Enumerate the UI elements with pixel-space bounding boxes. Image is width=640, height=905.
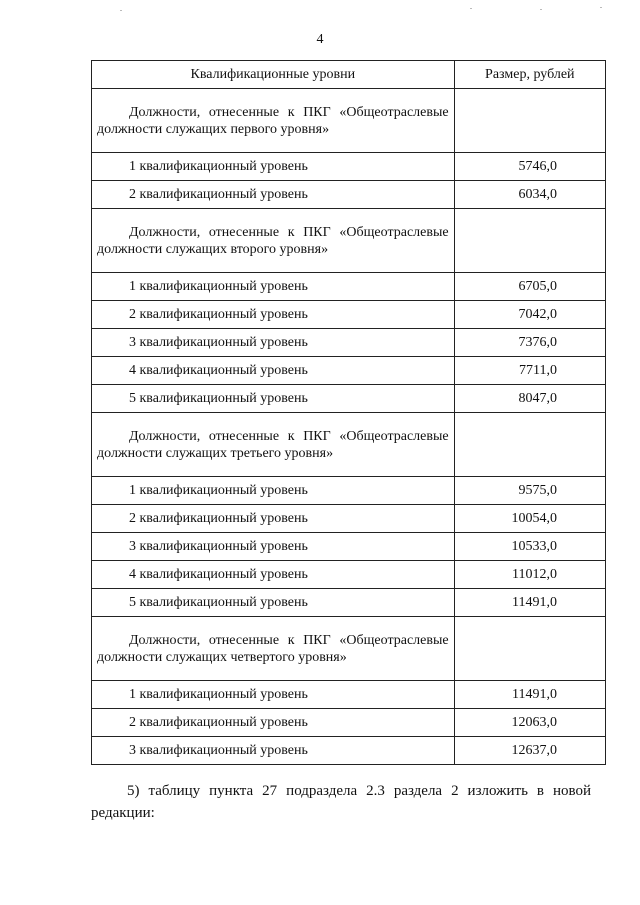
salary-amount: 12063,0 xyxy=(454,709,605,737)
salary-amount: 6705,0 xyxy=(454,273,605,301)
table-group-row xyxy=(92,617,606,681)
table-row xyxy=(92,357,606,385)
salary-amount: 5746,0 xyxy=(454,153,605,181)
salary-amount: 9575,0 xyxy=(454,477,605,505)
salary-table xyxy=(91,60,606,765)
table-row xyxy=(92,181,606,209)
group-amount-empty xyxy=(454,89,605,153)
qualification-level: 5 квалификационный уровень xyxy=(92,385,455,413)
salary-amount: 6034,0 xyxy=(454,181,605,209)
header-amount: Размер, рублей xyxy=(454,61,605,89)
group-title: Должности, отнесенные к ПКГ «Общеотраслевые должности служащих четвертого уровня» xyxy=(92,617,455,681)
group-amount-empty xyxy=(454,209,605,273)
qualification-level: 3 квалификационный уровень xyxy=(92,533,455,561)
group-title: Должности, отнесенные к ПКГ «Общеотраслевые должности служащих третьего уровня» xyxy=(92,413,455,477)
table-row xyxy=(92,681,606,709)
salary-amount: 7376,0 xyxy=(454,329,605,357)
group-title: Должности, отнесенные к ПКГ «Общеотраслевые должности служащих второго уровня» xyxy=(92,209,455,273)
salary-amount: 7711,0 xyxy=(454,357,605,385)
group-title: Должности, отнесенные к ПКГ «Общеотраслевые должности служащих первого уровня» xyxy=(92,89,455,153)
qualification-level: 1 квалификационный уровень xyxy=(92,273,455,301)
table-row xyxy=(92,385,606,413)
scan-speck xyxy=(120,10,122,11)
table-row xyxy=(92,477,606,505)
footer-paragraph: 5) таблицу пункта 27 подраздела 2.3 раздела 2 изложить в новой редакции: xyxy=(91,783,591,821)
qualification-level: 2 квалификационный уровень xyxy=(92,505,455,533)
qualification-level: 4 квалификационный уровень xyxy=(92,561,455,589)
table-row xyxy=(92,709,606,737)
qualification-level: 3 квалификационный уровень xyxy=(92,737,455,765)
group-amount-empty xyxy=(454,413,605,477)
qualification-level: 2 квалификационный уровень xyxy=(92,709,455,737)
salary-amount: 7042,0 xyxy=(454,301,605,329)
qualification-level: 2 квалификационный уровень xyxy=(92,181,455,209)
qualification-level: 3 квалификационный уровень xyxy=(92,329,455,357)
scan-speck xyxy=(600,7,602,8)
qualification-level: 4 квалификационный уровень xyxy=(92,357,455,385)
table-row xyxy=(92,505,606,533)
salary-amount: 11491,0 xyxy=(454,589,605,617)
salary-amount: 10533,0 xyxy=(454,533,605,561)
table-row xyxy=(92,301,606,329)
qualification-level: 2 квалификационный уровень xyxy=(92,301,455,329)
header-level: Квалификационные уровни xyxy=(92,61,455,89)
salary-amount: 8047,0 xyxy=(454,385,605,413)
salary-amount: 10054,0 xyxy=(454,505,605,533)
scan-speck xyxy=(470,8,472,9)
qualification-level: 1 квалификационный уровень xyxy=(92,477,455,505)
table-row xyxy=(92,533,606,561)
table-group-row xyxy=(92,209,606,273)
table-group-row xyxy=(92,413,606,477)
qualification-level: 5 квалификационный уровень xyxy=(92,589,455,617)
salary-amount: 11491,0 xyxy=(454,681,605,709)
scan-speck xyxy=(540,9,542,10)
salary-amount: 11012,0 xyxy=(454,561,605,589)
table-group-row xyxy=(92,89,606,153)
page-number: 4 xyxy=(316,32,324,47)
table-row xyxy=(92,561,606,589)
qualification-level: 1 квалификационный уровень xyxy=(92,681,455,709)
group-amount-empty xyxy=(454,617,605,681)
salary-amount: 12637,0 xyxy=(454,737,605,765)
table-row xyxy=(92,273,606,301)
table-row xyxy=(92,589,606,617)
table-row xyxy=(92,329,606,357)
table-row xyxy=(92,737,606,765)
qualification-level: 1 квалификационный уровень xyxy=(92,153,455,181)
table-header-row xyxy=(92,61,606,89)
table-row xyxy=(92,153,606,181)
table-body xyxy=(92,89,606,765)
